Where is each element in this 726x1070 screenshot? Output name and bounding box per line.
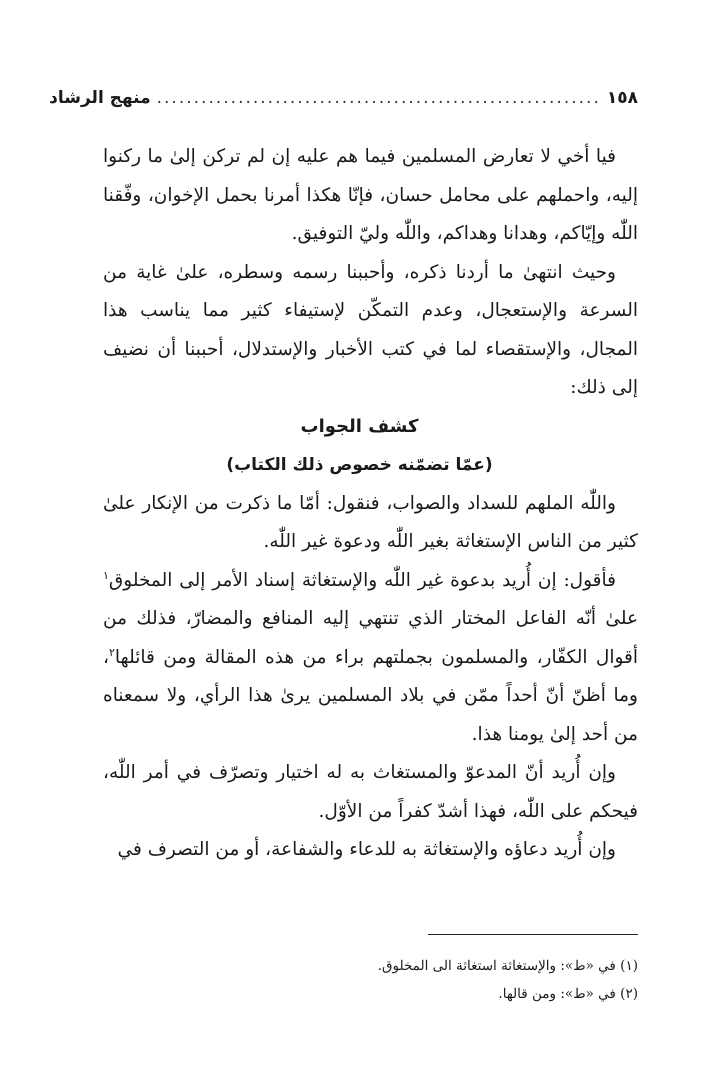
footnote-divider — [428, 934, 638, 935]
paragraph: وإن أُريد دعاؤه والإستغاثة به للدعاء والشفاعة، أو من التصرف في — [117, 839, 616, 860]
footnote-ref: ٢ — [108, 645, 115, 659]
paragraph: واللّٰه الملهم للسداد والصواب، فنقول: أمّا ما ذكرت من الإنكار علىٰ كثير من الناس الإستغاثة بغير اللّٰه ودعوة غير اللّٰه. — [103, 492, 638, 552]
body-text — [103, 138, 638, 870]
paragraph — [103, 562, 638, 755]
paragraph: وحيث انتهىٰ ما أردنا ذكره، وأحببنا رسمه وسطره، علىٰ غاية من السرعة والإستعجال، وعدم التمكّن لإستيفاء كثير مما يناسب هذا المجال، والإستقصاء لما في كتب الأخبار والإستدلال، أحببنا أن نضيف إلى ذلك: — [103, 261, 638, 398]
page-number: ١٥٨ — [606, 88, 638, 108]
paragraph-text: علىٰ أنّه الفاعل المختار الذي تنتهي إليه المنافع والمضارّ، فذلك من أقوال الكفّار، والمسلمون بجملتهم براء من هذه المقالة ومن قائلها — [103, 608, 638, 668]
footnote-ref: ١ — [103, 568, 109, 582]
running-header — [49, 88, 638, 122]
paragraph-text: ، وما أظنّ أنّ أحداً ممّن في بلاد المسلمين يرىٰ هذا الرأي، ولا سمعناه من أحد إلىٰ يومنا هذا. — [103, 646, 638, 745]
section-heading: كشف الجواب — [300, 415, 419, 437]
footnote: (٢) في «ط»: ومن قالها. — [498, 986, 638, 1002]
book-title: منهج الرشاد — [49, 88, 151, 108]
paragraph-text: فأقول: إن أُريد بدعوة غير اللّٰه والإستغاثة إسناد الأمر إلى المخلوق — [108, 569, 616, 591]
footnote: (١) في «ط»: والإستغاثة استغاثة الى المخلوق. — [377, 958, 638, 974]
book-page — [49, 88, 638, 1028]
footnotes — [103, 952, 638, 1008]
paragraph: فيا أخي لا تعارض المسلمين فيما هم عليه إن لم تركن إلىٰ ما ركنوا إليه، واحملهم على محامل حسان، فإنّا هكذا أمرنا بحمل الإخوان، وفّقنا اللّٰه وإيّاكم، وهدانا وهداكم، واللّٰه وليّ التوفيق. — [103, 146, 638, 244]
paragraph: وإن أُريد أنّ المدعوّ والمستغاث به له اختيار وتصرّف في أمر اللّٰه، فيحكم على اللّٰه، فهذا أشدّ كفراً من الأوّل. — [103, 762, 638, 822]
section-subheading: (عمّا تضمّنه خصوص ذلك الكتاب) — [226, 455, 493, 475]
dotted-leader: ............................................................ — [156, 88, 601, 108]
